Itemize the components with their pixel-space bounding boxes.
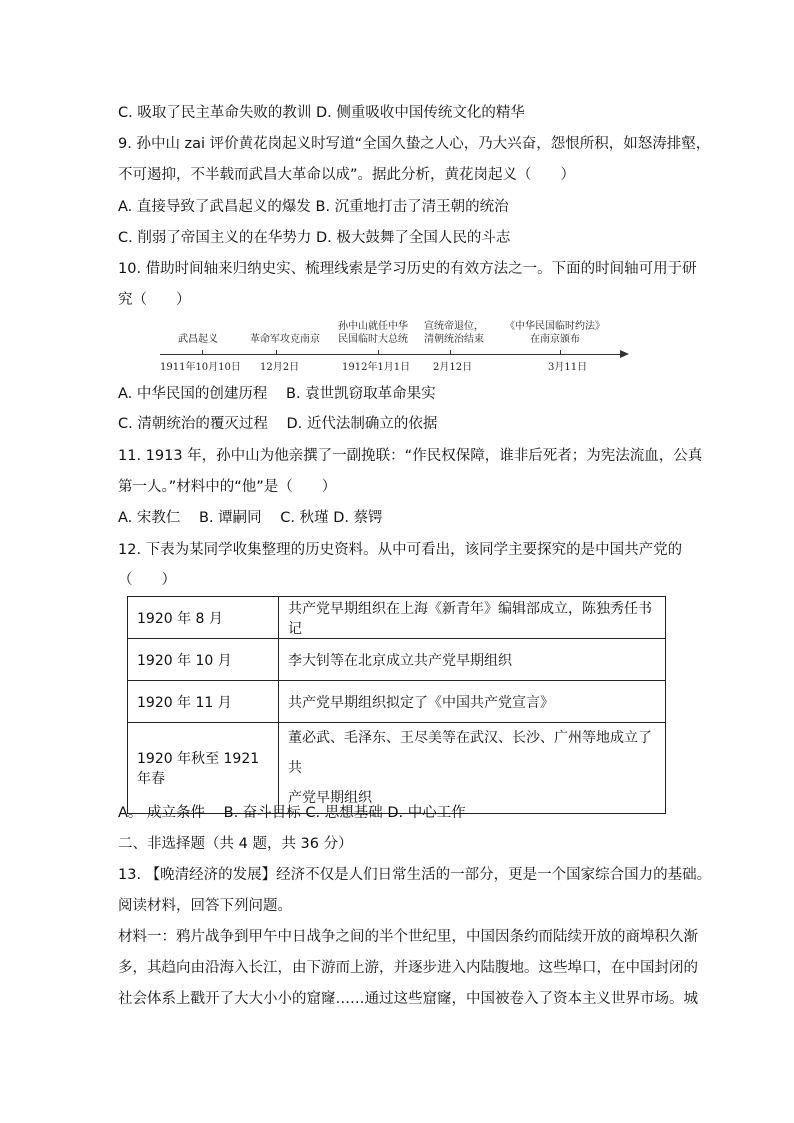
- q10-options-ab: [118, 384, 674, 404]
- option-c: C. 吸取了民主革命失败的教训: [118, 105, 312, 121]
- timeline-arrow-icon: [620, 350, 629, 358]
- timeline-tick: [276, 350, 277, 355]
- q9-stem-line2: 不可遏抑，不半载而武昌大革命以成”。据此分析，黄花岗起义（ ）: [118, 167, 576, 183]
- option-a: A. 中华民国的创建历程: [118, 386, 268, 402]
- option-b: B. 奋斗目标: [223, 805, 301, 821]
- q10-options-cd: [118, 414, 674, 434]
- option-b: B. 谭嗣同: [199, 510, 262, 526]
- q11-options: [118, 508, 674, 528]
- q11-stem-line2: 第一人。”材料中的“他”是（ ）: [118, 479, 337, 495]
- timeline-figure: [160, 318, 630, 374]
- material-line1: 材料一：鸦片战争到甲午中日战争之间的半个世纪里，中国因条约而陆续开放的商埠积久渐: [118, 929, 698, 945]
- q12-options: [118, 803, 674, 823]
- table-cell-time: 1920 年 8 月: [128, 597, 279, 639]
- timeline-date: 3月11日: [548, 362, 588, 373]
- q10-stem-line1: 10. 借助时间轴来归纳史实、梳理线索是学习历史的有效方法之一。下面的时间轴可用于研: [118, 261, 697, 277]
- option-c: C. 清朝统治的覆灭过程: [118, 416, 268, 432]
- timeline-tick: [560, 350, 561, 355]
- history-table: [127, 596, 666, 814]
- option-d: D. 侧重吸收中国传统文化的精华: [315, 105, 525, 121]
- table-cell-time: 1920 年秋至 1921 年春: [128, 723, 279, 814]
- option-b: B. 沉重地打击了清王朝的统治: [315, 199, 509, 215]
- timeline-event-label: 宣统帝退位， 清朝统治结束: [424, 321, 484, 345]
- option-b: B. 袁世凯窃取革命果实: [286, 386, 436, 402]
- option-a: A. 宋教仁: [118, 510, 181, 526]
- option-c: C. 秋瑾: [280, 510, 329, 526]
- timeline-event-label: 《中华民国临时约法》 在南京颁布: [505, 321, 605, 345]
- timeline-date: 12月2日: [260, 362, 300, 373]
- timeline-event-label: 武昌起义: [178, 334, 218, 345]
- section-heading: 二、非选择题（共 4 题，共 36 分）: [118, 836, 353, 852]
- timeline-tick: [378, 350, 379, 355]
- q11-stem-line1: 11. 1913 年，孙中山为他亲撰了一副挽联：“作民权保障，谁非后死者；为宪法流血，公真: [118, 448, 703, 464]
- option-d: D. 极大鼓舞了全国人民的斗志: [315, 230, 511, 246]
- option-a: A。 成立条件: [118, 805, 206, 821]
- table-row: [128, 723, 666, 814]
- q9-options-cd: [118, 228, 674, 248]
- q12-stem-line1: 12. 下表为某同学收集整理的历史资料。从中可看出，该同学主要探究的是中国共产党的: [118, 542, 683, 558]
- timeline-event-label: 孙中山就任中华 民国临时大总统: [338, 321, 408, 345]
- timeline-date: 2月12日: [433, 362, 473, 373]
- table-cell-event: 李大钊等在北京成立共产党早期组织: [279, 639, 666, 681]
- q8-options-cd: [118, 103, 674, 123]
- q10-stem-line2: 究（ ）: [118, 292, 191, 308]
- q13-stem-line2: 阅读材料，回答下列问题。: [118, 898, 292, 914]
- q12-stem-line2: （ ）: [118, 572, 176, 588]
- q9-options-ab: [118, 197, 674, 217]
- timeline-axis: [160, 354, 622, 355]
- option-d: D. 中心工作: [387, 805, 466, 821]
- q9-stem-line1: 9. 孙中山 zai 评价黄花岗起义时写道“全国久蛰之人心，乃大兴奋，怨恨所积，如怒涛排壑，: [118, 136, 711, 152]
- timeline-tick: [450, 350, 451, 355]
- option-c: C. 思想基础: [305, 805, 383, 821]
- timeline-date: 1912年1月1日: [342, 362, 411, 373]
- timeline-event-label: 革命军攻克南京: [250, 334, 320, 345]
- table-row: [128, 597, 666, 639]
- table-row: [128, 681, 666, 723]
- option-c: C. 削弱了帝国主义的在华势力: [118, 230, 312, 246]
- material-line2: 多，其趋向由沿海入长江，由下游而上游，并逐步进入内陆腹地。这些埠口，在中国封闭的: [118, 960, 698, 976]
- table-cell-event: 共产党早期组织拟定了《中国共产党宣言》: [279, 681, 666, 723]
- timeline-tick: [202, 350, 203, 355]
- table-cell-time: 1920 年 11 月: [128, 681, 279, 723]
- table-cell-event: 共产党早期组织在上海《新青年》编辑部成立，陈独秀任书记: [279, 597, 666, 639]
- q13-stem-line1: 13. 【晚清经济的发展】经济不仅是人们日常生活的一部分，更是一个国家综合国力的基础。: [118, 867, 712, 883]
- option-d: D. 近代法制确立的依据: [286, 416, 438, 432]
- option-d: D. 蔡锷: [333, 510, 383, 526]
- timeline-date: 1911年10月10日: [160, 362, 241, 373]
- option-a: A. 直接导致了武昌起义的爆发: [118, 199, 311, 215]
- table-row: [128, 639, 666, 681]
- material-line3: 社会体系上戳开了大大小小的窟窿……通过这些窟窿，中国被卷入了资本主义世界市场。城: [118, 991, 698, 1007]
- table-cell-event: 董必武、毛泽东、王尽美等在武汉、长沙、广州等地成立了共 产党早期组织: [279, 723, 666, 814]
- table-cell-time: 1920 年 10 月: [128, 639, 279, 681]
